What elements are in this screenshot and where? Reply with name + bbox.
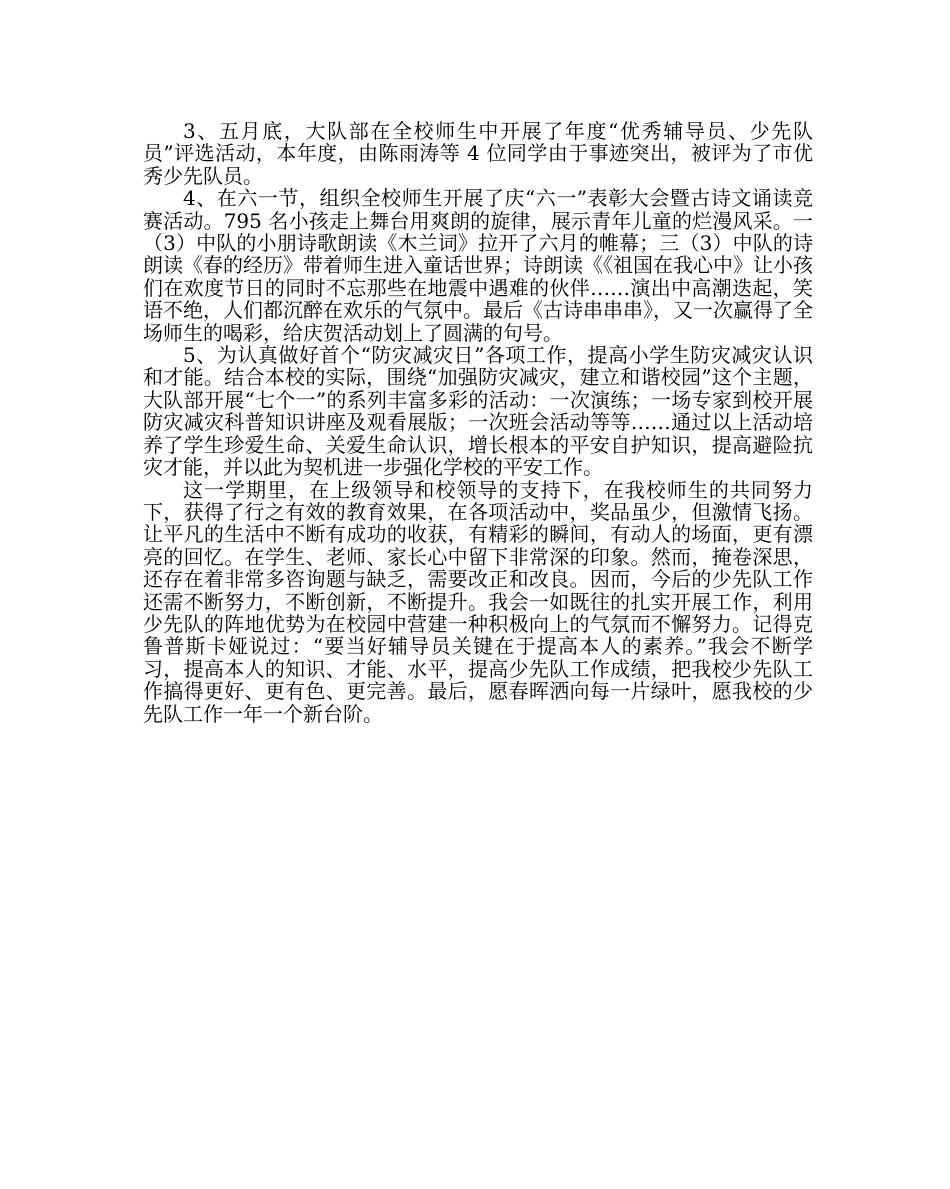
- paragraph-may-selection: 3、五月底，大队部在全校师生中开展了年度“优秀辅导员、少先队员”评选活动，本年度，由陈雨涛等 4 位同学由于事迹突出，被评为了市优秀少先队员。: [143, 119, 813, 188]
- paragraph-semester-summary: 这一学期里，在上级领导和校领导的支持下，在我校师生的共同努力下，获得了行之有效的教育效果，在各项活动中，奖品虽少，但激情飞扬。让平凡的生活中不断有成功的收获，有精彩的瞬间，有动人的场面，更有漂亮的回忆。在学生、老师、家长心中留下非常深的印象。然而，掩卷深思，还存在着非常多咨询题与缺乏，需要改正和改良。因而，今后的少先队工作还需不断努力，不断创新，不断提升。我会一如既往的扎实开展工作，利用少先队的阵地优势为在校园中营建一种积极向上的气氛而不懈努力。记得克鲁普斯卡娅说过：“要当好辅导员关键在于提高本人的素养。”我会不断学习，提高本人的知识、才能、水平，提高少先队工作成绩，把我校少先队工作搞得更好、更有色、更完善。最后，愿春晖洒向每一片绿叶，愿我校的少先队工作一年一个新台阶。: [143, 477, 813, 726]
- document-body: [143, 120, 813, 725]
- paragraph-disaster-prevention: 5、为认真做好首个“防灾减灾日”各项工作，提高小学生防灾减灾认识和才能。结合本校的实际，围绕“加强防灾减灾，建立和谐校园”这个主题，大队部开展“七个一”的系列丰富多彩的活动：一次演练；一场专家到校开展防灾减灾科普知识讲座及观看展版；一次班会活动等等……通过以上活动培养了学生珍爱生命、关爱生命认识，增长根本的平安自护知识，提高避险抗灾才能，并以此为契机进一步强化学校的平安工作。: [143, 343, 813, 480]
- paragraph-childrens-day: 4、在六一节，组织全校师生开展了庆“六一”表彰大会暨古诗文诵读竞赛活动。795 名小孩走上舞台用爽朗的旋律，展示青年儿童的烂漫风采。一（3）中队的小朋诗歌朗读《木兰词》拉开了六月的帷幕；三（3）中队的诗朗读《春的经历》带着师生进入童话世界；诗朗读《《祖国在我心中》让小孩们在欢度节日的同时不忘那些在地震中遇难的伙伴……演出中高潮迭起，笑语不绝，人们都沉醉在欢乐的气氛中。最后《古诗串串串》，又一次赢得了全场师生的喝彩，给庆贺活动划上了圆满的句号。: [143, 186, 813, 345]
